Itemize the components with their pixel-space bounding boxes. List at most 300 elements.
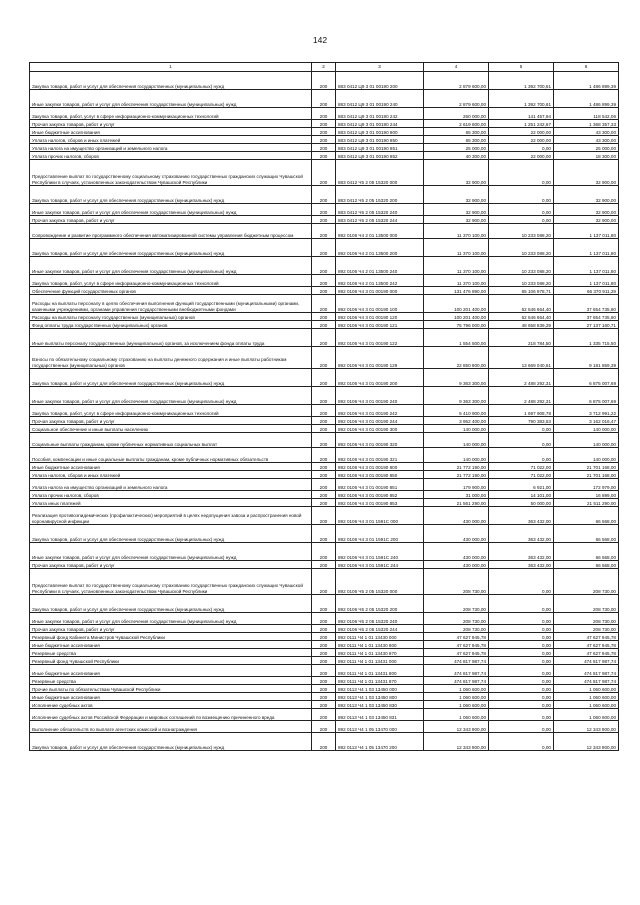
row-code: 892 0106 Ч5 2 05 15320 240 [336, 613, 424, 625]
row-amount-executed: 13 669 040,61 [489, 347, 554, 369]
row-name: Исполнение судебных актов [30, 701, 312, 709]
row-section: 200 [312, 186, 336, 204]
row-name: Резервные средства [30, 677, 312, 685]
row-amount-remaining: 3 712 991,22 [554, 405, 619, 417]
row-amount-plan: 47 627 945,78 [424, 633, 489, 641]
table-row [30, 152, 619, 160]
row-amount-executed: 1 392 700,61 [489, 90, 554, 108]
row-amount-plan: 430 000,00 [424, 561, 489, 569]
row-code: 892 0106 Ч4 3 01 00190 300 [336, 425, 424, 433]
row-amount-executed: 0,00 [489, 665, 554, 677]
table-row [30, 204, 619, 216]
row-section: 200 [312, 313, 336, 321]
row-section: 200 [312, 224, 336, 239]
row-amount-executed: 0,00 [489, 595, 554, 613]
row-code: 892 0106 Ч5 2 05 15320 200 [336, 595, 424, 613]
row-amount-plan: 208 730,00 [424, 625, 489, 633]
row-amount-executed: 2 488 292,31 [489, 387, 554, 405]
row-name: Предоставление выплат по государственному социальному страхованию государственных гражданских служащих Чувашской Республики в случаях, установленных законодательством Чувашской Республики [30, 160, 312, 186]
row-code: 883 0412 Ц9 3 01 00190 851 [336, 144, 424, 152]
row-name: Расходы на выплаты персоналу государственных (муниципальных) органов [30, 313, 312, 321]
table-row [30, 405, 619, 417]
row-section: 200 [312, 561, 336, 569]
row-amount-executed: 0,00 [489, 721, 554, 733]
row-name: Расходы на выплаты персоналу в целях обеспечения выполнения функций государственными (муниципальными) органами, казенными учреждениями, органами управления государственными внебюджетными фондами [30, 295, 312, 313]
row-section: 200 [312, 543, 336, 561]
row-amount-executed: 0,00 [489, 433, 554, 448]
row-name: Выполнение обязательств по выплате агентских комиссий и вознаграждения [30, 721, 312, 733]
row-name: Обеспечение функций государственных органов [30, 287, 312, 295]
row-name: Закупка товаров, работ и услуг для обеспечения государственных (муниципальных) нужд [30, 186, 312, 204]
row-amount-plan: 32 900,00 [424, 216, 489, 224]
row-name: Иные бюджетные ассигнования [30, 665, 312, 677]
row-code: 892 0106 Ч4 3 01 1591С 000 [336, 507, 424, 525]
row-section: 200 [312, 152, 336, 160]
table-row [30, 448, 619, 463]
row-section: 200 [312, 499, 336, 507]
row-section: 200 [312, 491, 336, 499]
row-section: 200 [312, 417, 336, 425]
table-row [30, 120, 619, 128]
row-section: 200 [312, 633, 336, 641]
row-amount-executed: 0,00 [489, 693, 554, 701]
row-amount-executed: 6 921,00 [489, 479, 554, 491]
row-amount-remaining: 172 979,00 [554, 479, 619, 491]
row-code: 883 0412 Ч5 2 05 15320 240 [336, 204, 424, 216]
row-amount-plan: 179 900,00 [424, 479, 489, 491]
row-code: 892 0106 Ч4 3 01 00190 853 [336, 499, 424, 507]
row-amount-plan: 2 619 600,00 [424, 120, 489, 128]
row-section: 200 [312, 239, 336, 257]
row-amount-plan: 474 817 987,74 [424, 657, 489, 665]
row-amount-executed: 71 022,00 [489, 471, 554, 479]
row-section: 200 [312, 287, 336, 295]
row-code: 892 0106 Ч4 3 01 00190 122 [336, 329, 424, 347]
table-row [30, 701, 619, 709]
row-amount-executed: 62 546 664,40 [489, 295, 554, 313]
row-amount-remaining: 66 568,00 [554, 543, 619, 561]
row-amount-remaining: 474 817 987,74 [554, 677, 619, 685]
row-code: 892 0111 Ч4 1 01 13430 870 [336, 649, 424, 657]
row-amount-remaining: 140 000,00 [554, 448, 619, 463]
row-section: 200 [312, 595, 336, 613]
row-code: 892 0106 Ч4 3 01 1591С 244 [336, 561, 424, 569]
row-amount-plan: 208 730,00 [424, 613, 489, 625]
row-section: 200 [312, 677, 336, 685]
row-name: Иные бюджетные ассигнования [30, 693, 312, 701]
row-amount-remaining: 1 137 011,80 [554, 257, 619, 275]
table-row [30, 633, 619, 641]
row-section: 200 [312, 721, 336, 733]
row-amount-plan: 430 000,00 [424, 507, 489, 525]
row-section: 200 [312, 693, 336, 701]
row-section: 200 [312, 425, 336, 433]
row-name: Иные бюджетные ассигнования [30, 641, 312, 649]
row-amount-plan: 2 879 600,00 [424, 90, 489, 108]
row-section: 200 [312, 108, 336, 120]
table-row [30, 677, 619, 685]
row-name: Иные закупки товаров, работ и услуг для обеспечения государственных (муниципальных) нужд [30, 257, 312, 275]
row-name: Прочая закупка товаров, работ и услуг [30, 417, 312, 425]
table-row [30, 569, 619, 595]
row-amount-executed: 0,00 [489, 625, 554, 633]
row-name: Уплата иных платежей [30, 499, 312, 507]
row-name: Социальные выплаты гражданам, кроме публичных нормативных социальных выплат [30, 433, 312, 448]
row-code: 892 0106 Ч4 3 01 00190 129 [336, 347, 424, 369]
row-amount-executed: 218 784,50 [489, 329, 554, 347]
row-amount-remaining: 47 627 945,78 [554, 649, 619, 657]
row-amount-plan: 21 772 190,00 [424, 471, 489, 479]
row-name: Уплата прочих налогов, сборов [30, 152, 312, 160]
row-amount-plan: 1 060 600,00 [424, 685, 489, 693]
row-amount-plan: 47 627 945,78 [424, 641, 489, 649]
table-row [30, 417, 619, 425]
row-section: 200 [312, 72, 336, 90]
row-amount-remaining: 43 300,00 [554, 128, 619, 136]
row-amount-plan: 208 730,00 [424, 595, 489, 613]
row-code: 892 0106 Ч4 3 01 1591С 200 [336, 525, 424, 543]
row-amount-executed: 0,00 [489, 613, 554, 625]
row-amount-executed: 1 697 908,78 [489, 405, 554, 417]
table-row [30, 321, 619, 329]
row-amount-plan: 100 201 400,00 [424, 295, 489, 313]
row-name: Закупка товаров, работ и услуг для обеспечения государственных (муниципальных) нужд [30, 525, 312, 543]
row-name: Закупка товаров, работ и услуг для обеспечения государственных (муниципальных) нужд [30, 733, 312, 751]
row-section: 200 [312, 257, 336, 275]
row-amount-executed: 0,00 [489, 186, 554, 204]
row-code: 892 0106 Ч5 2 05 15320 000 [336, 569, 424, 595]
row-amount-remaining: 3 162 016,47 [554, 417, 619, 425]
row-section: 200 [312, 657, 336, 665]
row-name: Пособия, компенсации и иные социальные выплаты гражданам, кроме публичных нормативных обязательств [30, 448, 312, 463]
row-name: Предоставление выплат по государственному социальному страхованию государственных гражданских служащих Чувашской Республики в случаях, установленных законодательством Чувашской Республики [30, 569, 312, 595]
table-row [30, 685, 619, 693]
row-amount-plan: 40 300,00 [424, 152, 489, 160]
table-row [30, 275, 619, 287]
table-row [30, 144, 619, 152]
row-amount-executed: 0,00 [489, 677, 554, 685]
row-code: 883 0412 Ц9 3 01 00190 852 [336, 152, 424, 160]
row-amount-plan: 474 817 987,74 [424, 665, 489, 677]
row-amount-remaining: 66 568,00 [554, 561, 619, 569]
row-amount-remaining: 25 000,00 [554, 144, 619, 152]
row-amount-executed: 0,00 [489, 701, 554, 709]
row-amount-plan: 32 900,00 [424, 160, 489, 186]
row-section: 200 [312, 569, 336, 595]
row-name: Уплата прочих налогов, сборов [30, 491, 312, 499]
row-amount-plan: 25 000,00 [424, 144, 489, 152]
row-code: 892 0106 Ч4 2 01 13500 240 [336, 257, 424, 275]
row-code: 892 0106 Ч4 3 01 00190 120 [336, 313, 424, 321]
budget-table-body [30, 63, 619, 751]
row-amount-plan: 22 850 900,00 [424, 347, 489, 369]
table-row [30, 313, 619, 321]
row-code: 883 0412 Ч5 2 05 15320 244 [336, 216, 424, 224]
row-amount-plan: 100 201 400,00 [424, 313, 489, 321]
table-row [30, 463, 619, 471]
row-amount-remaining: 27 137 160,71 [554, 321, 619, 329]
row-section: 200 [312, 665, 336, 677]
row-amount-plan: 208 730,00 [424, 569, 489, 595]
row-section: 200 [312, 471, 336, 479]
row-code: 883 0412 Ц9 3 01 00190 244 [336, 120, 424, 128]
row-amount-executed: 22 000,00 [489, 128, 554, 136]
row-amount-executed: 10 233 088,20 [489, 257, 554, 275]
row-amount-remaining: 66 568,00 [554, 525, 619, 543]
row-section: 200 [312, 479, 336, 491]
row-amount-remaining: 1 137 011,80 [554, 224, 619, 239]
row-name: Резервные средства [30, 649, 312, 657]
row-amount-executed: 0,00 [489, 709, 554, 721]
row-section: 200 [312, 649, 336, 657]
row-amount-executed: 0,00 [489, 216, 554, 224]
row-amount-remaining: 37 654 735,60 [554, 313, 619, 321]
row-amount-remaining: 208 730,00 [554, 569, 619, 595]
row-section: 200 [312, 120, 336, 128]
row-amount-plan: 65 300,00 [424, 136, 489, 144]
row-amount-remaining: 21 701 168,00 [554, 463, 619, 471]
row-amount-executed: 363 432,00 [489, 543, 554, 561]
row-amount-executed: 14 101,00 [489, 491, 554, 499]
row-section: 200 [312, 136, 336, 144]
row-amount-plan: 75 796 000,00 [424, 321, 489, 329]
row-amount-remaining: 6 875 007,69 [554, 387, 619, 405]
table-row [30, 186, 619, 204]
table-row [30, 128, 619, 136]
row-amount-remaining: 1 486 899,39 [554, 90, 619, 108]
row-amount-executed: 0,00 [489, 448, 554, 463]
row-amount-remaining: 1 486 899,39 [554, 72, 619, 90]
table-row [30, 561, 619, 569]
table-row [30, 471, 619, 479]
row-amount-remaining: 12 343 900,00 [554, 733, 619, 751]
row-section: 200 [312, 160, 336, 186]
row-section: 200 [312, 463, 336, 471]
row-amount-remaining: 1 368 357,33 [554, 120, 619, 128]
row-code: 892 0113 Ч4 1 05 13470 000 [336, 721, 424, 733]
row-amount-plan: 474 817 987,74 [424, 677, 489, 685]
table-row [30, 641, 619, 649]
row-amount-remaining: 118 542,06 [554, 108, 619, 120]
row-amount-executed: 0,00 [489, 144, 554, 152]
row-amount-remaining: 474 817 987,74 [554, 657, 619, 665]
row-amount-remaining: 1 060 600,00 [554, 685, 619, 693]
row-code: 892 0106 Ч4 2 01 13500 000 [336, 224, 424, 239]
row-amount-remaining: 208 730,00 [554, 625, 619, 633]
row-code: 892 0113 Ч4 1 03 13450 000 [336, 685, 424, 693]
row-name: Иные закупки товаров, работ и услуг для обеспечения государственных (муниципальных) нужд [30, 613, 312, 625]
row-amount-plan: 140 000,00 [424, 425, 489, 433]
table-row [30, 295, 619, 313]
row-amount-remaining: 208 730,00 [554, 613, 619, 625]
page-number: 142 [312, 35, 328, 45]
header-col-1: 1 [30, 63, 312, 72]
row-amount-plan: 31 000,00 [424, 491, 489, 499]
row-amount-remaining: 66 370 911,29 [554, 287, 619, 295]
row-name: Прочая закупка товаров, работ и услуг [30, 625, 312, 633]
row-code: 883 0412 Ц9 3 01 00190 850 [336, 136, 424, 144]
row-code: 892 0113 Ч4 1 03 13450 831 [336, 709, 424, 721]
row-amount-plan: 3 952 400,00 [424, 417, 489, 425]
row-name: Резервный фонд Кабинета Министров Чувашской Республики [30, 633, 312, 641]
row-amount-executed: 22 000,00 [489, 136, 554, 144]
row-amount-remaining: 1 137 011,80 [554, 239, 619, 257]
row-amount-remaining: 1 060 600,00 [554, 701, 619, 709]
row-amount-remaining: 6 875 007,69 [554, 369, 619, 387]
table-row [30, 721, 619, 733]
row-amount-plan: 32 900,00 [424, 186, 489, 204]
row-amount-remaining: 43 300,00 [554, 136, 619, 144]
row-section: 200 [312, 433, 336, 448]
row-amount-plan: 32 900,00 [424, 204, 489, 216]
row-amount-executed: 1 251 242,67 [489, 120, 554, 128]
row-amount-remaining: 9 181 859,39 [554, 347, 619, 369]
row-code: 892 0106 Ч4 3 01 00190 320 [336, 433, 424, 448]
row-code: 892 0111 Ч4 1 01 13430 000 [336, 633, 424, 641]
header-col-5: 5 [489, 63, 554, 72]
row-code: 883 0412 Ц9 3 01 00190 200 [336, 72, 424, 90]
row-amount-plan: 2 879 600,00 [424, 72, 489, 90]
table-row [30, 733, 619, 751]
row-amount-executed: 71 022,00 [489, 463, 554, 471]
row-code: 892 0106 Ч4 2 01 13500 200 [336, 239, 424, 257]
row-code: 883 0412 Ч5 2 05 15320 000 [336, 160, 424, 186]
row-section: 200 [312, 275, 336, 287]
row-code: 892 0106 Ч4 3 01 00190 100 [336, 295, 424, 313]
row-amount-remaining: 32 900,00 [554, 186, 619, 204]
row-name: Реализация противоэпидемических (профилактических) мероприятий в целях недопущения завоза и распространения новой коронавирусной инфекции [30, 507, 312, 525]
row-name: Взносы по обязательному социальному страхованию на выплаты денежного содержания и иные выплаты работникам государственных (муниципальных) органов [30, 347, 312, 369]
row-amount-plan: 1 060 600,00 [424, 693, 489, 701]
table-row [30, 479, 619, 491]
row-name: Иные бюджетные ассигнования [30, 128, 312, 136]
row-code: 892 0106 Ч4 3 01 00190 851 [336, 479, 424, 491]
row-amount-remaining: 1 060 600,00 [554, 709, 619, 721]
row-section: 200 [312, 321, 336, 329]
row-section: 200 [312, 216, 336, 224]
table-row [30, 433, 619, 448]
row-amount-plan: 140 000,00 [424, 448, 489, 463]
row-section: 200 [312, 641, 336, 649]
table-row [30, 287, 619, 295]
table-row [30, 507, 619, 525]
row-section: 200 [312, 144, 336, 152]
row-amount-plan: 11 370 100,00 [424, 224, 489, 239]
row-code: 892 0111 Ч4 1 01 13431 870 [336, 677, 424, 685]
table-row [30, 347, 619, 369]
row-amount-plan: 1 554 500,00 [424, 329, 489, 347]
table-row [30, 491, 619, 499]
header-col-2: 2 [312, 63, 336, 72]
table-row [30, 160, 619, 186]
row-section: 200 [312, 204, 336, 216]
row-code: 892 0106 Ч4 3 01 00190 852 [336, 491, 424, 499]
row-amount-executed: 0,00 [489, 633, 554, 641]
table-row [30, 329, 619, 347]
budget-table [29, 62, 619, 751]
row-amount-plan: 430 000,00 [424, 525, 489, 543]
row-amount-executed: 65 106 978,71 [489, 287, 554, 295]
table-row [30, 216, 619, 224]
row-code: 892 0106 Ч4 3 01 00190 200 [336, 369, 424, 387]
row-name: Закупка товаров, работ и услуг для обеспечения государственных (муниципальных) нужд [30, 595, 312, 613]
row-amount-remaining: 1 060 600,00 [554, 693, 619, 701]
row-amount-executed: 0,00 [489, 425, 554, 433]
row-code: 883 0412 Ц9 3 01 00190 242 [336, 108, 424, 120]
row-name: Иные закупки товаров, работ и услуг для обеспечения государственных (муниципальных) нужд [30, 387, 312, 405]
row-section: 200 [312, 709, 336, 721]
row-code: 892 0106 Ч4 2 01 13500 242 [336, 275, 424, 287]
row-amount-remaining: 1 137 011,80 [554, 275, 619, 287]
row-amount-remaining: 12 343 900,00 [554, 721, 619, 733]
table-row [30, 369, 619, 387]
row-amount-plan: 12 343 900,00 [424, 721, 489, 733]
row-name: Фонд оплаты труда государственных (муниципальных) органов [30, 321, 312, 329]
row-section: 200 [312, 525, 336, 543]
row-amount-remaining: 21 511 290,00 [554, 499, 619, 507]
row-name: Уплата налогов, сборов и иных платежей [30, 136, 312, 144]
row-code: 892 0111 Ч4 1 01 13430 800 [336, 641, 424, 649]
row-amount-executed: 0,00 [489, 733, 554, 751]
table-row [30, 387, 619, 405]
row-section: 200 [312, 507, 336, 525]
row-amount-executed: 0,00 [489, 204, 554, 216]
row-code: 892 0113 Ч4 1 03 13450 830 [336, 701, 424, 709]
table-row [30, 108, 619, 120]
table-row [30, 693, 619, 701]
row-amount-remaining: 21 701 168,00 [554, 471, 619, 479]
row-code: 892 0113 Ч4 1 05 13470 200 [336, 733, 424, 751]
row-amount-executed: 0,00 [489, 160, 554, 186]
row-amount-remaining: 47 627 945,78 [554, 633, 619, 641]
row-amount-plan: 65 300,00 [424, 128, 489, 136]
row-name: Социальное обеспечение и иные выплаты населению [30, 425, 312, 433]
row-amount-executed: 1 392 700,61 [489, 72, 554, 90]
row-amount-remaining: 208 730,00 [554, 595, 619, 613]
row-amount-remaining: 1 335 715,50 [554, 329, 619, 347]
row-amount-remaining: 37 654 735,60 [554, 295, 619, 313]
row-amount-remaining: 32 900,00 [554, 204, 619, 216]
row-amount-plan: 9 363 300,00 [424, 369, 489, 387]
row-amount-plan: 11 370 100,00 [424, 239, 489, 257]
row-code: 892 0106 Ч4 3 01 00190 244 [336, 417, 424, 425]
row-section: 200 [312, 90, 336, 108]
table-row [30, 257, 619, 275]
row-amount-remaining: 66 568,00 [554, 507, 619, 525]
row-amount-executed: 50 000,00 [489, 499, 554, 507]
row-amount-executed: 10 233 088,20 [489, 224, 554, 239]
row-section: 200 [312, 295, 336, 313]
table-row [30, 224, 619, 239]
row-amount-plan: 430 000,00 [424, 543, 489, 561]
row-code: 892 0106 Ч4 3 01 1591С 240 [336, 543, 424, 561]
row-code: 892 0106 Ч5 2 05 15320 244 [336, 625, 424, 633]
row-name: Прочая закупка товаров, работ и услуг [30, 216, 312, 224]
row-code: 892 0106 Ч4 3 01 00190 121 [336, 321, 424, 329]
row-amount-executed: 0,00 [489, 657, 554, 665]
table-row [30, 595, 619, 613]
row-name: Уплата налога на имущество организаций и земельного налога [30, 479, 312, 491]
table-row [30, 90, 619, 108]
row-section: 200 [312, 613, 336, 625]
row-section: 200 [312, 405, 336, 417]
row-amount-executed: 0,00 [489, 641, 554, 649]
table-row [30, 136, 619, 144]
row-code: 892 0106 Ч4 3 01 00190 800 [336, 463, 424, 471]
row-name: Прочие выплаты по обязательствам Чувашской Республики [30, 685, 312, 693]
row-name: Иные закупки товаров, работ и услуг для обеспечения государственных (муниципальных) нужд [30, 204, 312, 216]
table-row [30, 543, 619, 561]
